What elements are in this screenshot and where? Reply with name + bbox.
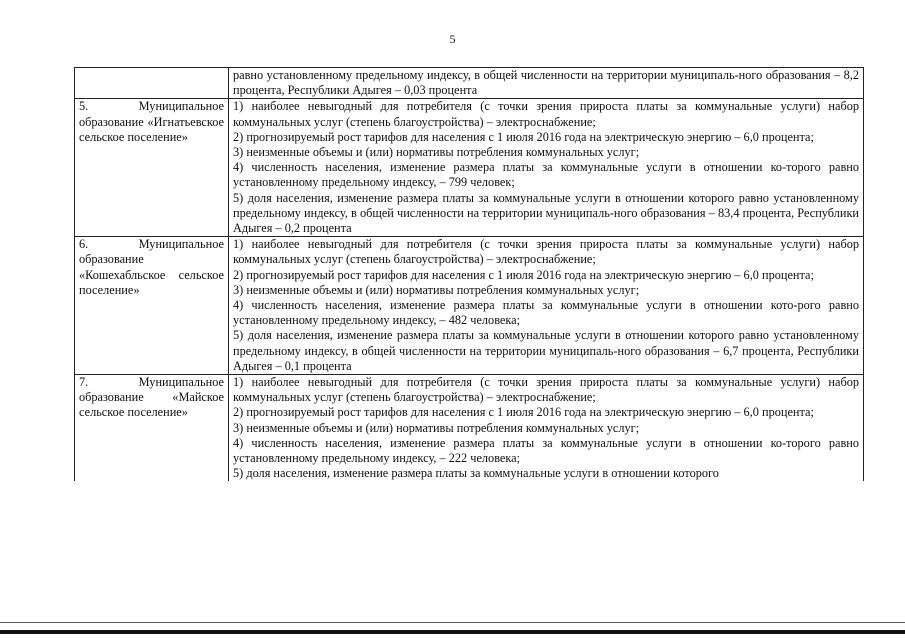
indicators-cell <box>229 375 864 482</box>
page-number: 5 <box>449 32 456 46</box>
municipality-cell <box>75 68 229 99</box>
table-row <box>75 237 864 375</box>
indicators-cell <box>229 237 864 375</box>
scan-edge-line <box>0 622 905 623</box>
indicators-cell <box>229 68 864 99</box>
indicator-item: 2) прогнозируемый рост тарифов для населения с 1 июля 2016 года на электрическую энергию – 6,0 процента; <box>233 405 814 420</box>
municipality-cell: 7. Муниципальное образование «Майское сельское поселение» <box>75 375 229 482</box>
indicator-item: 3) неизменные объемы и (или) нормативы потребления коммунальных услуг; <box>233 282 640 297</box>
indicator-item: 1) наиболее невыгодный для потребителя (с точки зрения прироста платы за коммунальные услуги) набор коммунальных услуг (степень благоустройства) – электроснабжение; <box>233 237 859 267</box>
scan-edge-bar <box>0 630 905 634</box>
municipality-cell: 6. Муниципальное образование «Кошехабльское сельское поселение» <box>75 237 229 375</box>
indicators-table <box>74 67 864 481</box>
indicator-item: 1) наиболее невыгодный для потребителя (с точки зрения прироста платы за коммунальные услуги) набор коммунальных услуг (степень благоустройства) – электроснабжение; <box>233 375 859 405</box>
indicator-item: 1) наиболее невыгодный для потребителя (с точки зрения прироста платы за коммунальные услуги) набор коммунальных услуг (степень благоустройства) – электроснабжение; <box>233 99 859 129</box>
indicator-item: 2) прогнозируемый рост тарифов для населения с 1 июля 2016 года на электрическую энергию – 6,0 процента; <box>233 267 814 282</box>
table-row <box>75 99 864 237</box>
table-row <box>75 375 864 482</box>
indicator-item: 4) численность населения, изменение размера платы за коммунальные услуги в отношении ко-торого равно установленному предельному индексу, – 222 человека; <box>233 435 859 466</box>
indicator-item: 5) доля населения, изменение размера платы за коммунальные услуги в отношении которого равно установленному предельному индексу, в общей численности на территории муниципаль-ного образования – 6,7 процента, Республики Адыгея – 0,1 процента <box>233 328 859 373</box>
indicator-item: 5) доля населения, изменение размера платы за коммунальные услуги в отношении которого <box>233 466 719 481</box>
municipality-cell: 5. Муниципальное образование «Игнатьевское сельское поселение» <box>75 99 229 237</box>
indicator-item: 4) численность населения, изменение размера платы за коммунальные услуги в отношении ко-торого равно установленному предельному индексу, – 799 человек; <box>233 160 859 190</box>
indicator-item: 5) доля населения, изменение размера платы за коммунальные услуги в отношении которого равно установленному предельному индексу, в общей численности на территории муниципаль-ного образования – 83,4 процента, Республики Адыгея – 0,2 процента <box>233 190 859 236</box>
indicator-item: 4) численность населения, изменение размера платы за коммунальные услуги в отношении кото-рого равно установленному предельному индексу, – 482 человека; <box>233 298 859 328</box>
indicator-item: равно установленному предельному индексу, в общей численности на территории муниципаль-ного образования – 8,2 процента, Республики Адыгея – 0,03 процента <box>233 68 859 98</box>
indicator-item: 3) неизменные объемы и (или) нормативы потребления коммунальных услуг; <box>233 145 640 160</box>
indicators-cell <box>229 99 864 237</box>
table-row <box>75 68 864 99</box>
indicator-item: 2) прогнозируемый рост тарифов для населения с 1 июля 2016 года на электрическую энергию – 6,0 процента; <box>233 129 814 144</box>
indicator-item: 3) неизменные объемы и (или) нормативы потребления коммунальных услуг; <box>233 420 640 435</box>
